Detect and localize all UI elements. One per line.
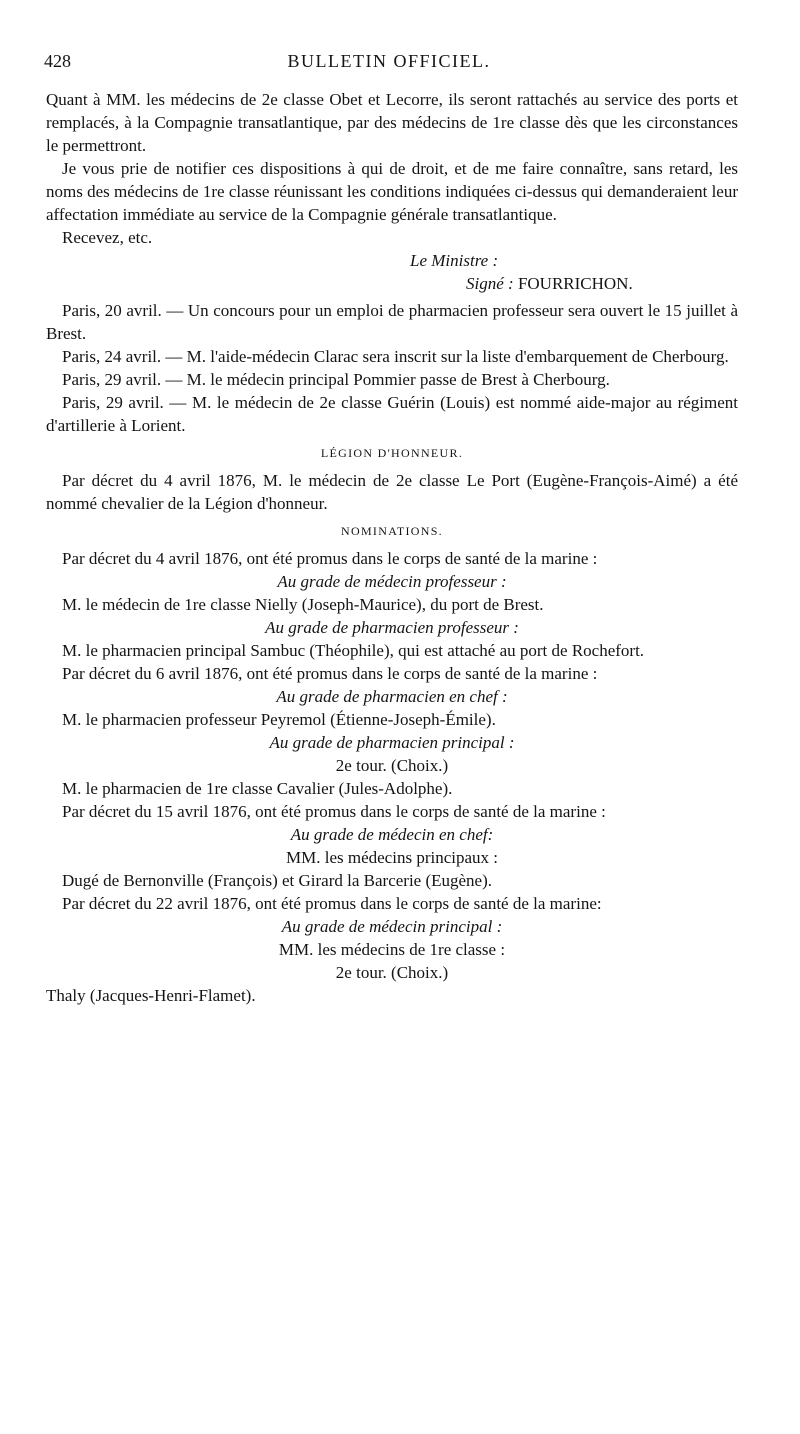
decree-4-name: Thaly (Jacques-Henri-Flamet). (46, 986, 256, 1005)
journal-title: BULLETIN OFFICIEL. (287, 51, 491, 71)
decree-1-name-1: M. le médecin de 1re classe Nielly (Joseph-Maurice), du port de Brest. (62, 595, 544, 614)
decree-4-grade: Au grade de médecin principal : (281, 917, 503, 936)
decree-3-names: Dugé de Bernonville (François) et Girard la Barcerie (Eugène). (62, 871, 493, 890)
decree-2-grade-2: Au grade de pharmacien principal : (269, 733, 515, 752)
decree-2-grade-1: Au grade de pharmacien en chef : (276, 687, 508, 706)
decree-3-grade: Au grade de médecin en chef: (290, 825, 494, 844)
running-header (44, 50, 734, 74)
letter-closing: Recevez, etc. (62, 228, 153, 247)
decree-2-name-1: M. le pharmacien professeur Peyremol (Étienne-Joseph-Émile). (62, 710, 496, 729)
decision-3: Paris, 29 avril. — M. le médecin principal Pommier passe de Brest à Cherbourg. (62, 370, 610, 389)
decree-1-name-2: M. le pharmacien principal Sambuc (Théophile), qui est attaché au port de Rochefort. (62, 641, 645, 660)
signature-line (46, 272, 738, 295)
signature-role: Le Ministre : (410, 251, 499, 270)
nominations-heading: NOMINATIONS. (341, 524, 443, 538)
decree-2-name-2: M. le pharmacien de 1re classe Cavalier (Jules-Adolphe). (62, 779, 453, 798)
letter-paragraph-1: Quant à MM. les médecins de 2e classe Obet et Lecorre, ils seront rattachés au service des ports et remplacés, à la Compagnie transatlantique, par des médecins de 1re classe dès que les circonstances le permettront. (46, 90, 738, 155)
decree-1-grade-2: Au grade de pharmacien professeur : (265, 618, 519, 637)
body-text (46, 88, 738, 1007)
legion-heading: LÉGION D'HONNEUR. (320, 446, 464, 460)
decision-2: Paris, 24 avril. — M. l'aide-médecin Clarac sera inscrit sur la liste d'embarquement de Cherbourg. (62, 347, 729, 366)
decree-1-intro: Par décret du 4 avril 1876, ont été promus dans le corps de santé de la marine : (62, 549, 598, 568)
decree-2-intro: Par décret du 6 avril 1876, ont été promus dans le corps de santé de la marine : (62, 664, 598, 683)
decision-4: Paris, 29 avril. — M. le médecin de 2e classe Guérin (Louis) est nommé aide-major au régiment d'artillerie à Lorient. (46, 393, 738, 435)
decree-3-intro: Par décret du 15 avril 1876, ont été promus dans le corps de santé de la marine : (62, 802, 606, 821)
page-number: 428 (44, 51, 71, 71)
decree-4-intro: Par décret du 22 avril 1876, ont été promus dans le corps de santé de la marine: (62, 894, 602, 913)
decision-1: Paris, 20 avril. — Un concours pour un emploi de pharmacien professeur sera ouvert le 15 juillet à Brest. (46, 301, 738, 343)
signature-name: FOURRICHON. (517, 274, 633, 293)
decree-4-tour: 2e tour. (Choix.) (335, 963, 449, 982)
signature-label: Signé : (466, 274, 514, 293)
decree-2-tour: 2e tour. (Choix.) (335, 756, 449, 775)
decree-3-mm: MM. les médecins principaux : (286, 848, 498, 867)
legion-paragraph: Par décret du 4 avril 1876, M. le médecin de 2e classe Le Port (Eugène-François-Aimé) a été nommé chevalier de la Légion d'honneur. (46, 471, 738, 513)
decree-4-mm: MM. les médecins de 1re classe : (278, 940, 506, 959)
decree-1-grade-1: Au grade de médecin professeur : (277, 572, 507, 591)
letter-paragraph-2: Je vous prie de notifier ces dispositions à qui de droit, et de me faire connaître, sans retard, les noms des médecins de 1re classe réunissant les conditions indiquées ci-dessus qui demanderaient leur affectation immédiate au service de la Compagnie générale transatlantique. (46, 159, 738, 224)
